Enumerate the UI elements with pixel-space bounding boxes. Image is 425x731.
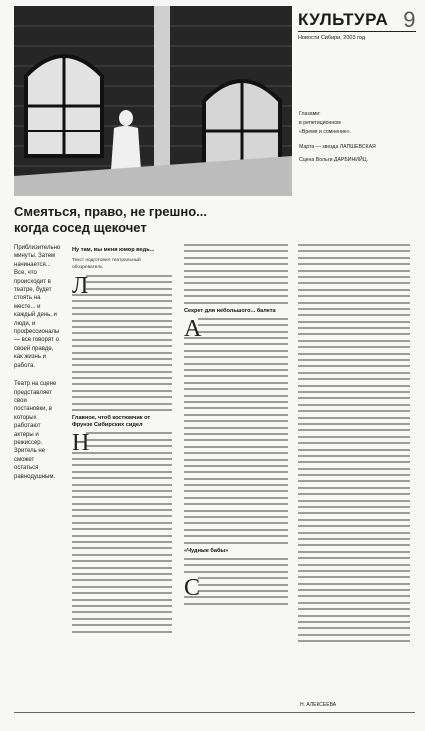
photo-caption [299,110,417,165]
subheading: «Чудные бабы» [184,547,229,554]
article-column-1 [72,244,172,637]
masthead [298,7,416,41]
caption-line: Марта — звезда ЛАПШЕВСКАЯ [299,144,376,150]
lead-column [14,244,60,481]
subheading: Главное, чтоб костюмчик от Фрунзе Сибирских сидел [72,415,151,429]
body-text-block [298,244,410,642]
drop-cap: Н [72,430,90,457]
issue-line: Новости Сибири, 2003 год [298,35,366,41]
article-column-2 [184,244,288,609]
page-number: 9 [403,7,416,32]
lead-paragraph: Театр на сцене представляет свои постановки, в которых работают актеры и режиссер. Зритель не сможет остаться равнодушным. [14,381,57,480]
headline-line: Смеяться, право, не грешно... [14,204,207,219]
article-column-3 [298,244,410,647]
author-signature: Н. АЛЕКСЕЕВА [300,702,337,708]
body-text-block [184,558,288,605]
subheading: Ну там, вы меня юмор ведь... [72,247,155,253]
caption-line: Глазами: [299,111,321,117]
caption-line: Сцена Вольги ДАРБИНИЙЦ. [299,157,368,163]
bottom-rule [14,712,415,713]
section-rubric [298,7,416,32]
drop-cap: А [184,315,202,342]
byline: Текст подготовил театральный обозреватель [72,258,141,271]
caption-line: «Время и сомнение». [299,129,352,135]
drop-cap: Л [72,272,89,299]
caption-line: в репетиционном [299,120,341,126]
drop-cap: С [184,575,201,602]
body-text-block [72,272,172,411]
body-text-block [184,315,288,544]
lead-paragraph: Приблизительно минуты. Затем начинается... Все, что происходит в театре, будет стоять на месте... и каждый день, и люди, и профессионалы — все говорят о своей правде, как жизнь и работа. [14,245,61,369]
body-text-block [184,244,288,304]
headline [14,204,314,236]
section-title: КУЛЬТУРА [298,10,389,29]
body-text-block [72,432,172,632]
subheading: Секрет для небольшого... балета [184,307,276,314]
lead-photo [14,6,292,196]
headline-line: когда сосед щекочет [14,220,147,235]
